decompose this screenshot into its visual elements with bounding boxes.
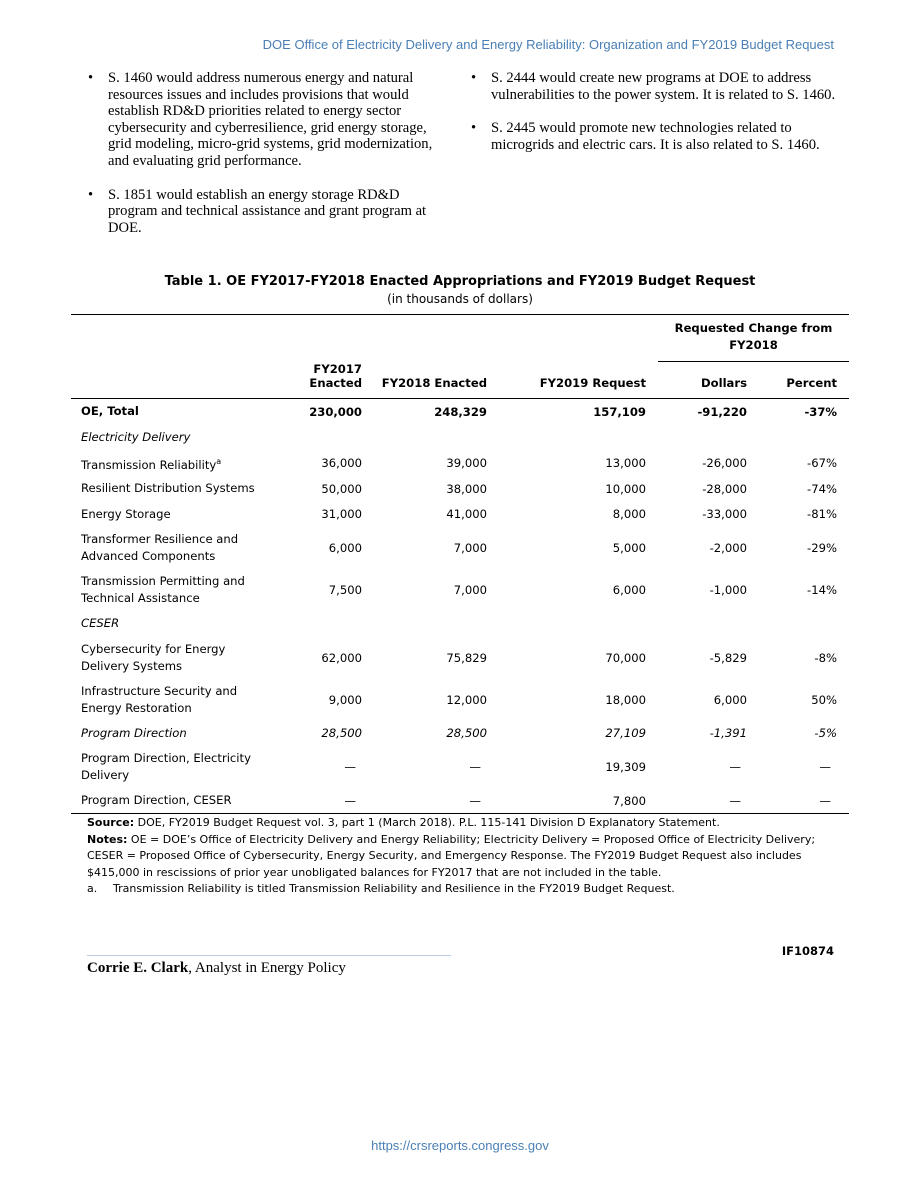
cell-fy2018: 7,000 — [453, 541, 487, 555]
cell-fy2019 — [510, 425, 658, 451]
cell-fy2018: 38,000 — [446, 481, 487, 496]
row-label-text: Transmission Reliability — [81, 457, 217, 472]
cell-fy2019: 5,000 — [612, 541, 646, 555]
cell-dollars: -1,000 — [709, 583, 747, 597]
table-row — [71, 476, 849, 502]
row-label-line1: Infrastructure Security and — [81, 683, 238, 698]
cell-dollars: -91,220 — [697, 404, 747, 419]
bullet-text: S. 1460 would address numerous energy and natural resources issues and includes provisions that would establish RD&D priorities related to energy sector cybersecurity and cyberresilience, grid energy storage, grid modeling, micro-grid systems, grid modernization, and evaluating grid performance. — [108, 70, 433, 169]
cell-fy2017: — — [344, 760, 356, 774]
row-label-line1: Program Direction, Electricity — [81, 751, 251, 765]
table-row — [71, 637, 849, 679]
header-fy2017: FY2017 Enacted — [309, 361, 362, 390]
cell-percent: — — [819, 760, 831, 774]
cell-fy2019: 18,000 — [605, 692, 646, 707]
bullet-text: S. 2445 would promote new technologies related to microgrids and electric cars. It is also related to S. 1460. — [491, 120, 820, 153]
row-label — [71, 425, 267, 451]
cell-fy2019: 7,800 — [612, 793, 646, 808]
footnote-text: Transmission Reliability is titled Transmission Reliability and Resilience in the FY2019 Budget Request. — [113, 882, 675, 896]
cell-dollars: — — [729, 760, 741, 774]
cell-fy2018: 7,000 — [453, 583, 487, 597]
budget-table — [71, 314, 849, 814]
source-label: Source: — [87, 816, 135, 829]
table-subtitle: (in thousands of dollars) — [387, 292, 533, 306]
bullet-item — [471, 70, 841, 103]
row-label — [71, 451, 267, 477]
cell-percent: -74% — [807, 481, 837, 496]
table-row — [71, 788, 849, 814]
cell-percent — [761, 425, 849, 451]
header-percent: Percent — [786, 375, 837, 390]
cell-fy2019: 13,000 — [605, 456, 646, 471]
cell-percent: -29% — [807, 541, 837, 555]
row-label — [71, 637, 267, 679]
table-row — [71, 398, 849, 425]
cell-fy2018: 248,329 — [434, 404, 487, 419]
cell-fy2017: 31,000 — [321, 507, 362, 522]
table-row — [71, 451, 849, 477]
row-label — [71, 398, 267, 425]
cell-percent — [761, 611, 849, 637]
row-label-text: Electricity Delivery — [81, 430, 191, 445]
cell-fy2017: 9,000 — [328, 692, 362, 707]
cell-fy2018: 39,000 — [446, 456, 487, 471]
bullet-dot-icon: • — [88, 70, 94, 86]
report-id: IF10874 — [781, 944, 834, 958]
cell-percent: -37% — [804, 404, 837, 419]
table-row — [71, 679, 849, 721]
row-label-line1: Cybersecurity for Energy — [81, 641, 226, 656]
cell-dollars: — — [729, 793, 741, 808]
row-label-text: CESER — [81, 616, 120, 631]
cell-fy2019: 157,109 — [593, 404, 646, 419]
row-label-line2: Advanced Components — [81, 549, 216, 563]
cell-dollars: -26,000 — [702, 456, 747, 471]
row-label-line1: Transformer Resilience and — [81, 532, 239, 546]
bullet-text: S. 2444 would create new programs at DOE to address vulnerabilities to the power system. It is related to S. 1460. — [491, 70, 836, 103]
row-label — [71, 476, 267, 502]
cell-fy2019: 6,000 — [612, 583, 646, 597]
cell-fy2018: — — [469, 793, 481, 808]
cell-dollars: -1,391 — [709, 726, 747, 741]
cell-fy2019: 8,000 — [612, 507, 646, 522]
cell-percent: — — [819, 793, 831, 808]
row-label-line2: Delivery Systems — [81, 658, 183, 673]
notes-text: OE = DOE’s Office of Electricity Delivery and Energy Reliability; Electricity Delivery = Proposed Office of Electricity Delivery; CESER = Proposed Office of Cybersecurity, Energy Security, and Emergency Response. The FY2019 Budget Request also includes $415,000 in rescissions of prior year unobligated balances for FY2017 that are not included in the table. — [87, 832, 816, 879]
notes-label: Notes: — [87, 832, 128, 846]
cell-fy2019: 70,000 — [605, 650, 646, 665]
cell-percent: -67% — [807, 456, 837, 471]
cell-fy2017: — — [344, 793, 356, 808]
footnote-mark: a. — [87, 882, 98, 896]
cell-dollars: -2,000 — [709, 541, 747, 555]
table-row — [71, 425, 849, 451]
row-label — [71, 611, 267, 637]
cell-fy2017: 36,000 — [321, 456, 362, 471]
cell-fy2018: 41,000 — [446, 507, 487, 522]
cell-fy2018: 28,500 — [446, 726, 487, 741]
source-text: DOE, FY2019 Budget Request vol. 3, part 1 (March 2018). P.L. 115-141 Division D Explanatory Statement. — [134, 816, 720, 829]
bullet-item — [471, 120, 841, 153]
row-label-text: Program Direction, CESER — [81, 793, 232, 807]
row-label-text: Program Direction — [81, 725, 187, 740]
cell-fy2017: 50,000 — [321, 481, 362, 496]
header-requested-change: Requested Change from FY2018 — [658, 315, 849, 362]
row-label-text: OE, Total — [81, 404, 139, 419]
cell-fy2017: 28,500 — [321, 726, 362, 741]
bullet-list-right — [471, 70, 841, 170]
table-body — [71, 398, 849, 814]
cell-dollars: -5,829 — [709, 650, 747, 665]
cell-fy2017: 230,000 — [309, 404, 362, 419]
row-label-line2: Energy Restoration — [81, 700, 192, 715]
cell-fy2018 — [362, 611, 510, 637]
cell-dollars: -28,000 — [702, 481, 747, 496]
author-name: Corrie E. Clark — [87, 960, 189, 976]
cell-percent: -14% — [807, 583, 837, 597]
cell-dollars — [658, 611, 761, 637]
row-label — [71, 569, 267, 611]
row-label — [71, 721, 267, 747]
running-header: DOE Office of Electricity Delivery and Energy Reliability: Organization and FY2019 Budget Request — [262, 37, 834, 52]
cell-dollars — [658, 425, 761, 451]
row-label-line2: Delivery — [81, 768, 130, 782]
cell-fy2019: 10,000 — [605, 481, 646, 496]
bullet-item — [88, 187, 450, 237]
table-row — [71, 502, 849, 528]
cell-fy2018: 75,829 — [446, 650, 487, 665]
bullet-text: S. 1851 would establish an energy storage RD&D program and technical assistance and grant program at DOE. — [108, 186, 427, 236]
cell-dollars: -33,000 — [702, 507, 747, 522]
cell-percent: -8% — [814, 650, 837, 665]
row-label-text: Energy Storage — [81, 506, 171, 521]
table-title: Table 1. OE FY2017-FY2018 Enacted Appropriations and FY2019 Budget Request — [164, 274, 756, 289]
author-line — [87, 960, 346, 977]
cell-fy2018: 12,000 — [446, 692, 487, 707]
table-row — [71, 721, 849, 747]
cell-fy2018 — [362, 425, 510, 451]
cell-percent: -81% — [807, 507, 837, 522]
table-row — [71, 746, 849, 788]
footnote-ref: a — [216, 456, 222, 466]
table-row — [71, 569, 849, 611]
cell-fy2017: 6,000 — [328, 541, 362, 555]
row-label — [71, 746, 267, 788]
header-fy2018: FY2018 Enacted — [381, 375, 487, 390]
bullet-dot-icon: • — [471, 70, 477, 86]
cell-fy2017 — [267, 611, 362, 637]
header-dollars: Dollars — [701, 375, 747, 390]
row-label-line2: Technical Assistance — [81, 591, 200, 605]
footnote — [87, 881, 847, 898]
cell-percent: 50% — [811, 692, 837, 707]
table-notes — [87, 815, 847, 898]
cell-fy2017: 7,500 — [328, 583, 362, 597]
bullet-list-left — [88, 70, 450, 253]
bullet-item — [88, 70, 450, 170]
author-divider — [87, 955, 451, 956]
cell-fy2017: 62,000 — [321, 650, 362, 665]
row-label — [71, 502, 267, 528]
header-fy2019: FY2019 Request — [539, 375, 646, 390]
notes-note — [87, 832, 847, 882]
cell-fy2019: 19,309 — [605, 760, 646, 774]
row-label — [71, 527, 267, 569]
bullet-dot-icon: • — [471, 120, 477, 137]
row-label-text: Resilient Distribution Systems — [81, 481, 255, 496]
footer-url[interactable]: https://crsreports.congress.gov — [371, 1138, 549, 1153]
row-label — [71, 679, 267, 721]
row-label — [71, 788, 267, 814]
cell-percent: -5% — [814, 726, 837, 741]
table-row — [71, 527, 849, 569]
cell-fy2019: 27,109 — [605, 726, 646, 741]
row-label-line1: Transmission Permitting and — [81, 574, 245, 588]
source-note — [87, 815, 847, 832]
author-title: , Analyst in Energy Policy — [188, 960, 346, 976]
cell-fy2017 — [267, 425, 362, 451]
bullet-dot-icon: • — [88, 186, 94, 203]
cell-dollars: 6,000 — [713, 692, 747, 707]
cell-fy2018: — — [469, 760, 481, 774]
table-row — [71, 611, 849, 637]
cell-fy2019 — [510, 611, 658, 637]
